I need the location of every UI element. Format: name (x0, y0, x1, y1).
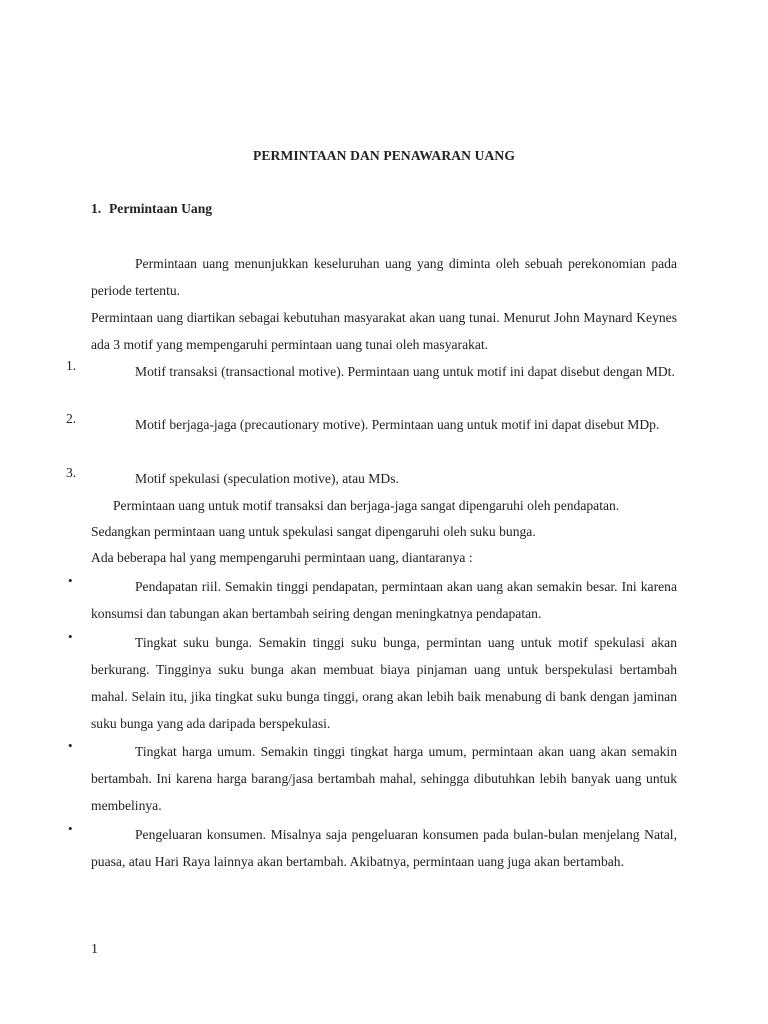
page-number: 1 (91, 942, 98, 957)
motive-number-1: 1. (66, 358, 77, 373)
document-title: PERMINTAAN DAN PENAWARAN UANG (252, 148, 516, 163)
factor-item-income: Pendapatan riil. Semakin tinggi pendapatan, permintaan akan uang akan semakin besar. Ini karena konsumsi dan tabungan akan bertambah seiring dengan meningkatnya pendapatan. (91, 579, 677, 621)
motive-item-2: Motif berjaga-jaga (precautionary motive). Permintaan uang untuk motif ini dapat disebut MDp. (135, 417, 660, 432)
motive-item-3: Motif spekulasi (speculation motive), atau MDs. (135, 471, 399, 486)
paragraph-factors-intro: Ada beberapa hal yang mempengaruhi permintaan uang, diantaranya : (91, 550, 473, 565)
motive-number-3: 3. (66, 465, 77, 480)
bullet-icon: • (68, 738, 73, 753)
bullet-icon: • (68, 821, 73, 836)
section-heading (91, 201, 212, 217)
paragraph-definition: Permintaan uang menunjukkan keseluruhan uang yang diminta oleh sebuah perekonomian pada periode tertentu. (91, 256, 677, 298)
paragraph-interest: Sedangkan permintaan uang untuk spekulasi sangat dipengaruhi oleh suku bunga. (91, 524, 536, 539)
section-number: 1. (91, 201, 102, 216)
motive-number-2: 2. (66, 411, 77, 426)
factor-item-consumer-spending: Pengeluaran konsumen. Misalnya saja pengeluaran konsumen pada bulan-bulan menjelang Natal, puasa, atau Hari Raya lainnya akan bertambah. Akibatnya, permintaan uang juga akan bertambah. (91, 827, 677, 869)
factor-item-interest-rate: Tingkat suku bunga. Semakin tinggi suku bunga, permintan uang untuk motif spekulasi akan berkurang. Tingginya suku bunga akan membuat biaya pinjaman uang untuk berspekulasi bertambah mahal. Selain itu, jika tingkat suku bunga tinggi, orang akan lebih baik menabung di bank dengan jaminan suku bunga yang ada daripada berspekulasi. (91, 635, 677, 731)
paragraph-keynes: Permintaan uang diartikan sebagai kebutuhan masyarakat akan uang tunai. Menurut John Maynard Keynes ada 3 motif yang mempengaruhi permintaan uang tunai oleh masyarakat. (91, 310, 677, 352)
bullet-icon: • (68, 629, 73, 644)
section-heading-text: Permintaan Uang (109, 201, 213, 216)
factor-item-price-level: Tingkat harga umum. Semakin tinggi tingkat harga umum, permintaan akan uang akan semakin bertambah. Ini karena harga barang/jasa bertambah mahal, sehingga dibutuhkan lebih banyak uang untuk membelinya. (91, 744, 677, 813)
paragraph-income: Permintaan uang untuk motif transaksi dan berjaga-jaga sangat dipengaruhi oleh pendapatan. (113, 498, 620, 513)
bullet-icon: • (68, 573, 73, 588)
motive-item-1: Motif transaksi (transactional motive). Permintaan uang untuk motif ini dapat disebut dengan MDt. (135, 364, 675, 379)
